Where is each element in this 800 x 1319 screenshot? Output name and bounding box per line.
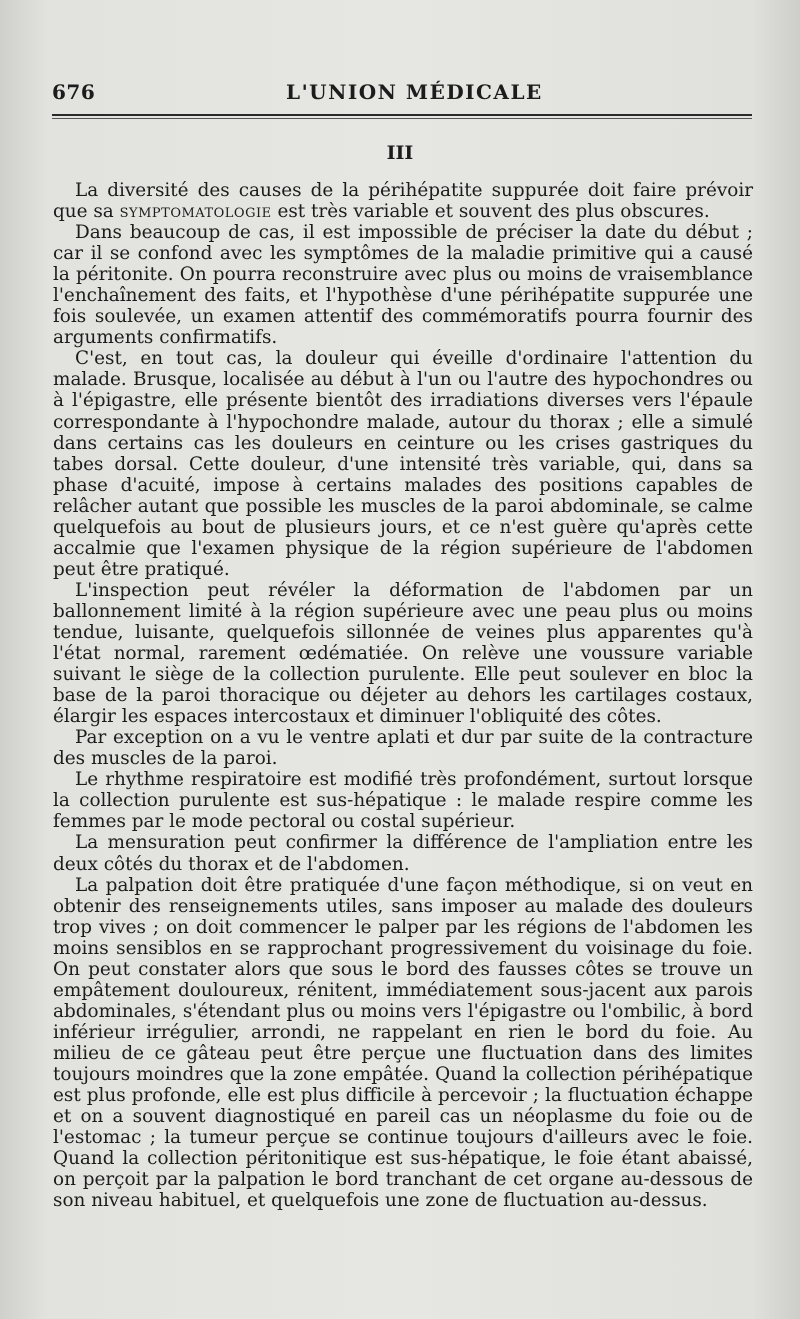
page-header bbox=[52, 76, 752, 106]
paragraph-1-smallcaps: symptomatologie bbox=[119, 201, 272, 223]
paragraph-5: Par exception on a vu le ventre aplati et dur par suite de la contracture des muscles de la paroi. bbox=[53, 727, 753, 770]
section-heading: III bbox=[386, 142, 414, 164]
body-text bbox=[53, 180, 753, 1211]
paragraph-3: C'est, en tout cas, la douleur qui éveille d'ordinaire l'attention du malade. Brusque, localisée au début à l'un ou l'autre des hypochondres ou à l'épigastre, elle présente bientôt des irradiations diverses vers l'épaule correspondante à l'hypochondre malade, autour du thorax ; elle a simulé dans certains cas les douleurs en ceinture ou les crises gastriques du tabes dorsal. Cette douleur, d'une intensité très variable, qui, dans sa phase d'acuité, impose à certains malades des positions capables de relâcher autant que possible les muscles de la paroi abdominale, se calme quelquefois au bout de plusieurs jours, et ce n'est guère qu'après cette accalmie que l'examen physique de la région supérieure de l'abdomen peut être pratiqué. bbox=[53, 348, 753, 580]
paragraph-8: La palpation doit être pratiquée d'une façon méthodique, si on veut en obtenir des renseignements utiles, sans imposer au malade des douleurs trop vives ; on doit commencer le palper par les régions de l'abdomen les moins sensiblos en se rapprochant progressivement du voisinage du foie. On peut constater alors que sous le bord des fausses côtes se trouve un empâtement douloureux, rénitent, immédiatement sous-jacent aux parois abdominales, s'étendant plus ou moins vers l'épigastre ou l'ombilic, à bord inférieur irrégulier, arrondi, ne rappelant en rien le bord du foie. Au milieu de ce gâteau peut être perçue une fluctuation dans des limites toujours moindres que la zone empâtée. Quand la collection périhépatique est plus profonde, elle est plus difficile à percevoir ; la fluctuation échappe et on a souvent diagnostiqué en pareil cas un néoplasme du foie ou de l'estomac ; la tumeur perçue se continue toujours d'ailleurs avec le foie. Quand la collection péritonitique est sus-hépatique, le foie étant abaissé, on perçoit par la palpation le bord tranchant de cet organe au-dessous de son niveau habituel, et quelquefois une zone de fluctuation au-dessus. bbox=[53, 874, 753, 1212]
paragraph-4: L'inspection peut révéler la déformation de l'abdomen par un ballonnement limité à la région supérieure avec une peau plus ou moins tendue, luisante, quelquefois sillonnée de veines plus apparentes qu'à l'état normal, rarement œdématiée. On relève une voussure variable suivant le siège de la collection purulente. Elle peut soulever en bloc la base de la paroi thoracique ou déjeter au dehors les cartilages costaux, élargir les espaces intercostaux et diminuer l'obliquité des côtes. bbox=[53, 579, 753, 728]
paragraph-6: Le rhythme respiratoire est modifié très profondément, surtout lorsque la collection purulente est sus-hépatique : le malade respire comme les femmes par le mode pectoral ou costal supérieur. bbox=[53, 769, 753, 833]
header-rule bbox=[52, 114, 752, 116]
paragraph-2: Dans beaucoup de cas, il est impossible de préciser la date du début ; car il se confond avec les symptômes de la maladie primitive qui a causé la péritonite. On pourra reconstruire avec plus ou moins de vraisemblance l'enchaînement des faits, et l'hypothèse d'une périhépatite suppurée une fois soulevée, un examen attentif des commémoratifs pourra fournir des arguments confirmatifs. bbox=[53, 222, 753, 349]
page-number: 676 bbox=[52, 80, 96, 104]
running-title: L'UNION MÉDICALE bbox=[286, 80, 543, 104]
paragraph-1-text: est très variable et souvent des plus obscures. bbox=[271, 201, 710, 223]
paragraph-1-lead: La diversité des causes de la périhépatite suppurée doit faire prévoir que sa bbox=[53, 180, 753, 223]
paragraph-7: La mensuration peut confirmer la différence de l'ampliation entre les deux côtés du thorax et de l'abdomen. bbox=[53, 832, 753, 875]
header-rule-thin bbox=[52, 118, 752, 119]
paragraph-1 bbox=[53, 180, 753, 222]
